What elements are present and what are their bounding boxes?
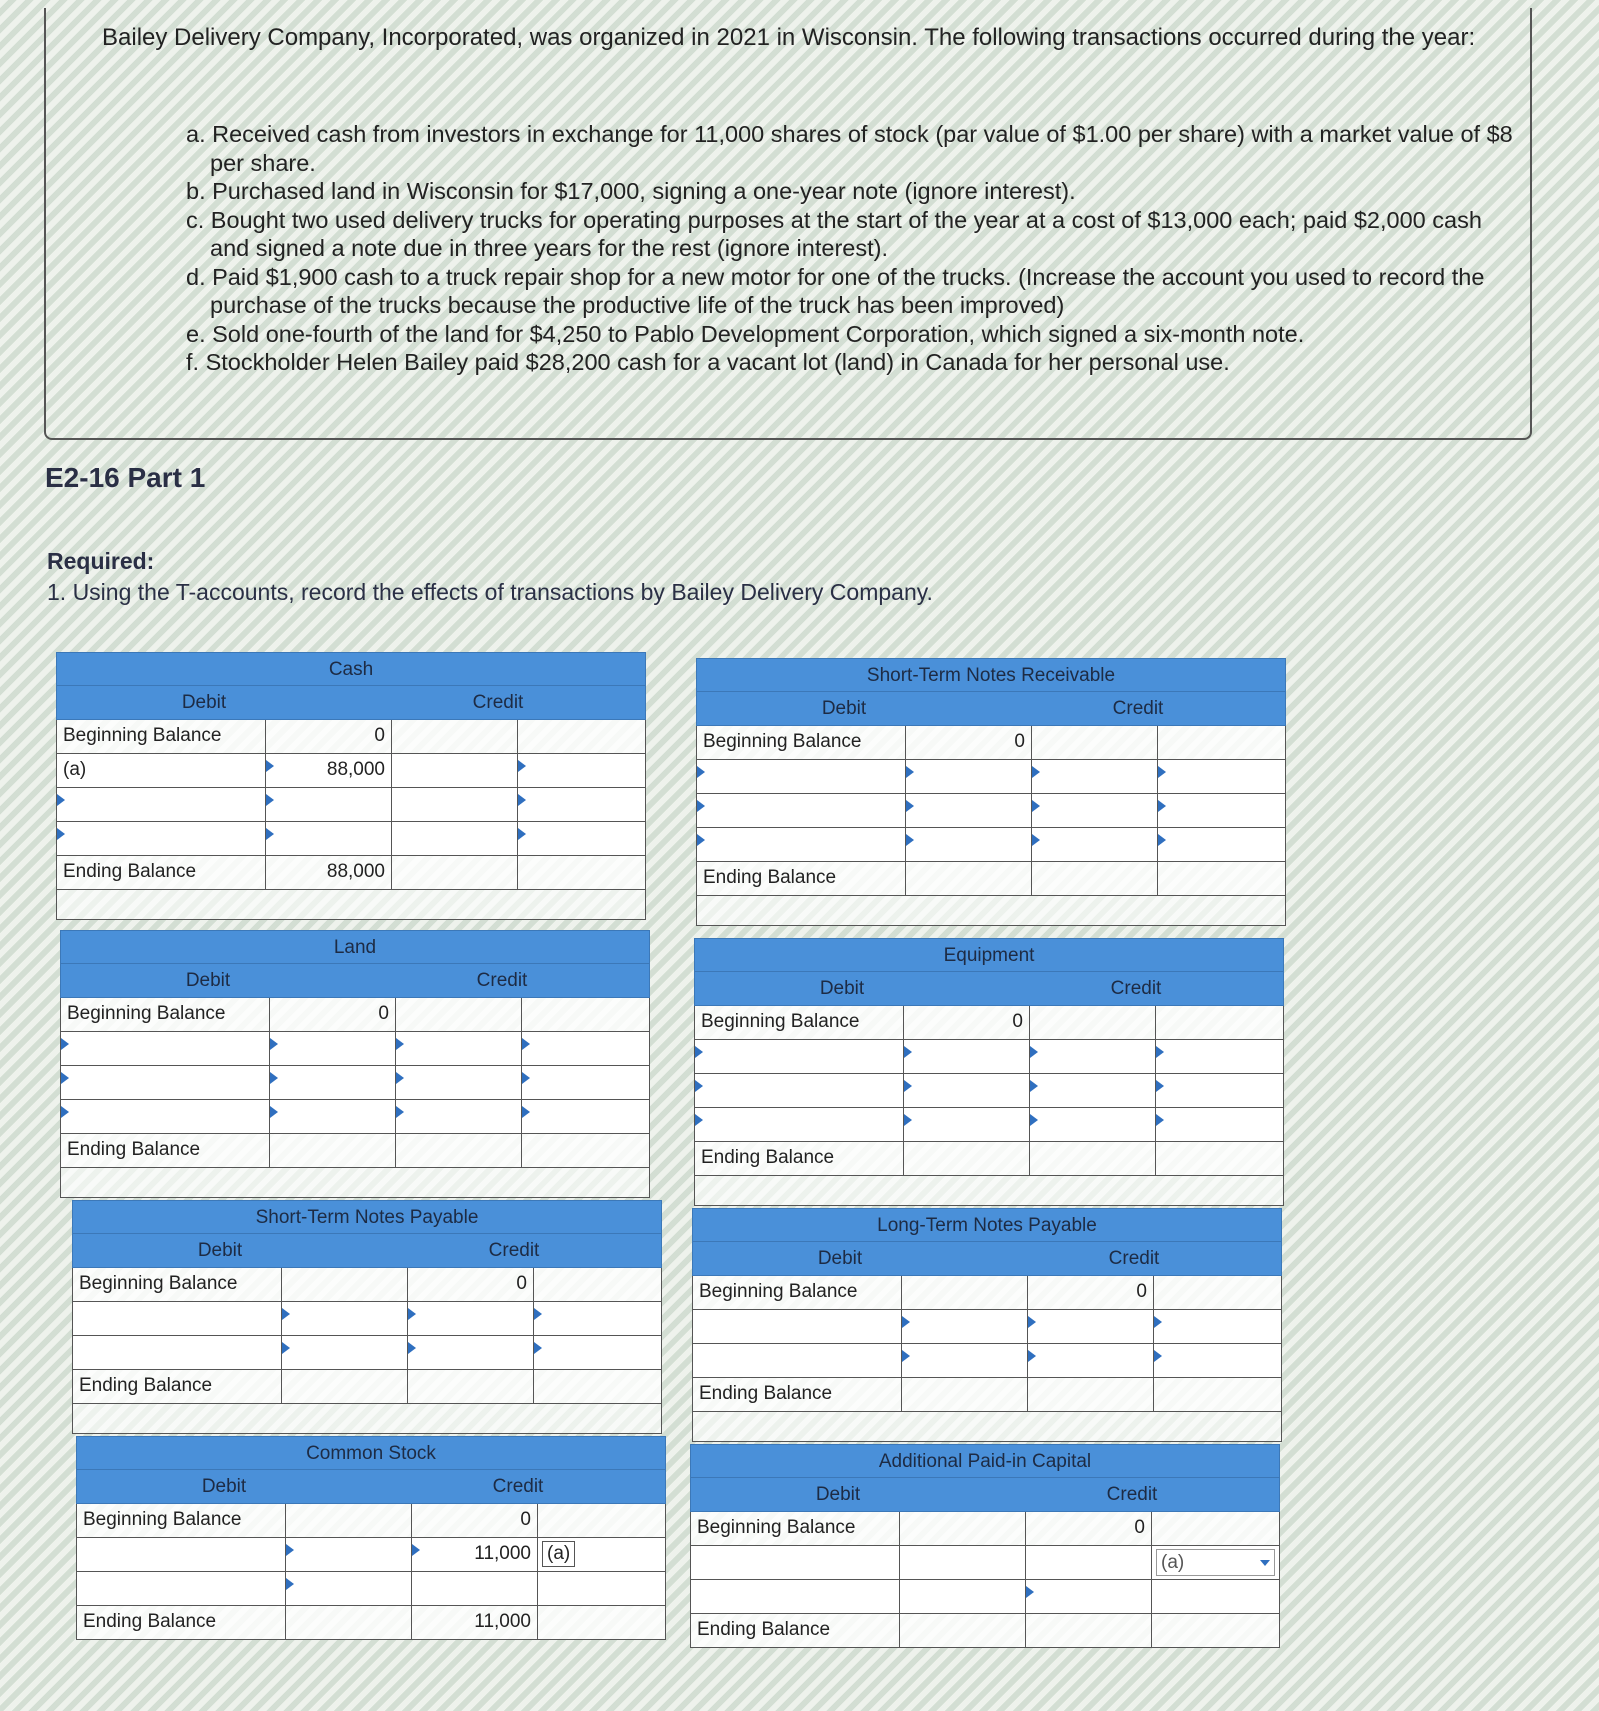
- credit-ref-value: (a): [542, 1541, 575, 1567]
- beginning-credit: 0: [412, 1504, 538, 1538]
- credit-ref-dropdown[interactable]: [1154, 1310, 1282, 1344]
- debit-header: Debit: [185, 970, 231, 991]
- credit-ref-dropdown[interactable]: [1156, 1040, 1284, 1074]
- credit-ref-dropdown[interactable]: [518, 822, 646, 856]
- t-account-title: Short-Term Notes Receivable: [696, 658, 1286, 692]
- t-account-header: [690, 1478, 1280, 1512]
- ending-spacer: [518, 856, 646, 890]
- ending-credit: [1026, 1614, 1152, 1648]
- credit-ref-dropdown[interactable]: [518, 788, 646, 822]
- t-account-header: [76, 1470, 666, 1504]
- ending-balance-label: Ending Balance: [696, 862, 906, 896]
- t-account-header: [56, 686, 646, 720]
- t-account-footer: [696, 896, 1286, 926]
- t-account-title: Equipment: [694, 938, 1284, 972]
- transaction-list: [186, 120, 1526, 377]
- ending-balance-label: Ending Balance: [76, 1606, 286, 1640]
- debit-header: Debit: [815, 1484, 861, 1505]
- debit-header: Debit: [201, 1476, 247, 1497]
- problem-box: [44, 8, 1532, 440]
- credit-amount-input[interactable]: [1032, 828, 1158, 862]
- entry-ref-dropdown[interactable]: [696, 828, 906, 862]
- credit-amount-input[interactable]: [1030, 1108, 1156, 1142]
- ending-spacer: [538, 1606, 666, 1640]
- ending-spacer: [1158, 862, 1286, 896]
- debit-amount-input[interactable]: [270, 1032, 396, 1066]
- entry-ref-dropdown[interactable]: [696, 760, 906, 794]
- beginning-balance-label: Beginning Balance: [696, 726, 906, 760]
- credit-ref-dropdown[interactable]: [522, 1066, 650, 1100]
- ending-credit: [392, 856, 518, 890]
- debit-amount-input[interactable]: [266, 822, 392, 856]
- debit-amount-input[interactable]: 88,000: [266, 754, 392, 788]
- credit-header: Credit: [472, 692, 524, 713]
- credit-amount-input[interactable]: [396, 1100, 522, 1134]
- debit-amount-input[interactable]: [286, 1538, 412, 1572]
- beginning-credit-cell: [1030, 1006, 1156, 1040]
- entry-ref-dropdown[interactable]: [690, 1546, 900, 1580]
- debit-amount-input[interactable]: [904, 1040, 1030, 1074]
- debit-amount-input[interactable]: [900, 1580, 1026, 1614]
- credit-amount-input[interactable]: [1032, 794, 1158, 828]
- t-account-footer: [72, 1404, 662, 1434]
- debit-header: Debit: [821, 698, 867, 719]
- debit-amount-input[interactable]: [904, 1074, 1030, 1108]
- debit-header: Debit: [819, 978, 865, 999]
- t-account-common-stock: [76, 1436, 666, 1640]
- ending-debit: [906, 862, 1032, 896]
- debit-amount-input[interactable]: [282, 1302, 408, 1336]
- t-account-title: Short-Term Notes Payable: [72, 1200, 662, 1234]
- credit-ref-dropdown[interactable]: [538, 1538, 666, 1572]
- required-text: 1. Using the T-accounts, record the effects of transactions by Bailey Delivery Company.: [47, 579, 933, 605]
- required-label: Required:: [47, 548, 155, 574]
- ending-balance-label: Ending Balance: [692, 1378, 902, 1412]
- t-account-header: [694, 972, 1284, 1006]
- beginning-credit-cell: [392, 720, 518, 754]
- credit-ref-dropdown[interactable]: [1154, 1344, 1282, 1378]
- t-account-header: [696, 692, 1286, 726]
- transaction-c: c. Bought two used delivery trucks for operating purposes at the start of the year at a cost of $13,000 each; paid $2,000 cash and signed a note due in three years for the rest (ignore interest).: [186, 206, 1482, 261]
- entry-ref-dropdown[interactable]: [56, 822, 266, 856]
- credit-amount-input[interactable]: [1030, 1074, 1156, 1108]
- debit-amount-input[interactable]: [906, 794, 1032, 828]
- debit-header: Debit: [181, 692, 227, 713]
- debit-header: Debit: [817, 1248, 863, 1269]
- beginning-credit-ref: [1154, 1276, 1282, 1310]
- beginning-credit-ref: [1152, 1512, 1280, 1546]
- ending-debit: [286, 1606, 412, 1640]
- entry-ref-dropdown[interactable]: [60, 1100, 270, 1134]
- t-account-header: [72, 1234, 662, 1268]
- credit-ref-dropdown[interactable]: [522, 1100, 650, 1134]
- credit-ref-dropdown[interactable]: [1158, 794, 1286, 828]
- ending-balance-label: Ending Balance: [56, 856, 266, 890]
- transaction-a: a. Received cash from investors in exchange for 11,000 shares of stock (par value of $1.00 per share) with a market value of $8 per share.: [186, 121, 1513, 176]
- t-account-title: Common Stock: [76, 1436, 666, 1470]
- debit-amount-input[interactable]: [902, 1344, 1028, 1378]
- credit-ref-select[interactable]: [1156, 1549, 1275, 1576]
- credit-header: Credit: [492, 1476, 544, 1497]
- entry-ref-dropdown[interactable]: [696, 794, 906, 828]
- ending-credit: [1028, 1378, 1154, 1412]
- beginning-credit-ref: [522, 998, 650, 1032]
- t-account-long-term-notes-payable: [692, 1208, 1282, 1442]
- t-account-land: [60, 930, 650, 1198]
- ending-balance-label: Ending Balance: [690, 1614, 900, 1648]
- ending-debit: [282, 1370, 408, 1404]
- transaction-d: d. Paid $1,900 cash to a truck repair shop for a new motor for one of the trucks. (Increase the account you used to record the purchase of the trucks because the productive life of the truck has been improved): [186, 263, 1485, 318]
- credit-amount-input[interactable]: [1030, 1040, 1156, 1074]
- debit-amount-input[interactable]: [270, 1066, 396, 1100]
- debit-amount-input[interactable]: [286, 1572, 412, 1606]
- t-account-additional-paid-in-capital: [690, 1444, 1280, 1648]
- beginning-debit: 0: [266, 720, 392, 754]
- entry-ref-dropdown[interactable]: [72, 1336, 282, 1370]
- t-account-cash: [56, 652, 646, 920]
- entry-ref-dropdown[interactable]: [76, 1538, 286, 1572]
- ending-debit: [904, 1142, 1030, 1176]
- credit-amount-input[interactable]: [392, 754, 518, 788]
- debit-amount-input[interactable]: [906, 828, 1032, 862]
- beginning-credit-ref: [534, 1268, 662, 1302]
- ending-credit: [408, 1370, 534, 1404]
- credit-amount-input[interactable]: [392, 822, 518, 856]
- credit-header: Credit: [1106, 1484, 1158, 1505]
- ending-balance-label: Ending Balance: [72, 1370, 282, 1404]
- entry-ref-dropdown[interactable]: [694, 1040, 904, 1074]
- credit-amount-input[interactable]: [1026, 1580, 1152, 1614]
- ending-spacer: [1152, 1614, 1280, 1648]
- beginning-credit: 0: [408, 1268, 534, 1302]
- beginning-balance-label: Beginning Balance: [692, 1276, 902, 1310]
- credit-ref-dropdown[interactable]: [538, 1572, 666, 1606]
- beginning-credit-cell: [1032, 726, 1158, 760]
- t-account-header: [60, 964, 650, 998]
- credit-ref-dropdown[interactable]: [534, 1302, 662, 1336]
- beginning-credit: 0: [1026, 1512, 1152, 1546]
- beginning-credit-ref: [1158, 726, 1286, 760]
- beginning-credit-ref: [538, 1504, 666, 1538]
- credit-amount-input[interactable]: [408, 1336, 534, 1370]
- entry-ref-dropdown[interactable]: [60, 1066, 270, 1100]
- beginning-credit: 0: [1028, 1276, 1154, 1310]
- t-account-title: Cash: [56, 652, 646, 686]
- t-account-title: Long-Term Notes Payable: [692, 1208, 1282, 1242]
- ending-spacer: [1156, 1142, 1284, 1176]
- ending-credit: 11,000: [412, 1606, 538, 1640]
- t-account-equipment: [694, 938, 1284, 1206]
- beginning-balance-label: Beginning Balance: [690, 1512, 900, 1546]
- credit-ref-dropdown[interactable]: [1152, 1546, 1280, 1580]
- entry-ref-dropdown[interactable]: [690, 1580, 900, 1614]
- beginning-debit: [282, 1268, 408, 1302]
- t-account-footer: [692, 1412, 1282, 1442]
- t-account-title: Land: [60, 930, 650, 964]
- credit-amount-input[interactable]: [1032, 760, 1158, 794]
- debit-amount-input[interactable]: [270, 1100, 396, 1134]
- debit-amount-input[interactable]: [906, 760, 1032, 794]
- credit-amount-input[interactable]: 11,000: [412, 1538, 538, 1572]
- credit-header: Credit: [1110, 978, 1162, 999]
- debit-amount-input[interactable]: [902, 1310, 1028, 1344]
- credit-amount-input[interactable]: [412, 1572, 538, 1606]
- ending-credit: [1030, 1142, 1156, 1176]
- beginning-debit: 0: [904, 1006, 1030, 1040]
- ending-debit: 88,000: [266, 856, 392, 890]
- beginning-balance-label: Beginning Balance: [72, 1268, 282, 1302]
- credit-ref-dropdown[interactable]: [534, 1336, 662, 1370]
- credit-amount-input[interactable]: [1028, 1344, 1154, 1378]
- chevron-down-icon: [1260, 1560, 1270, 1566]
- credit-amount-input[interactable]: [1028, 1310, 1154, 1344]
- entry-ref-dropdown[interactable]: [60, 1032, 270, 1066]
- t-account-footer: [60, 1168, 650, 1198]
- debit-header: Debit: [197, 1240, 243, 1261]
- part-title: E2-16 Part 1: [45, 462, 206, 493]
- entry-ref-dropdown[interactable]: [692, 1344, 902, 1378]
- credit-amount-input[interactable]: [408, 1302, 534, 1336]
- ending-debit: [902, 1378, 1028, 1412]
- transaction-e: e. Sold one-fourth of the land for $4,250 to Pablo Development Corporation, which signed a six-month note.: [186, 320, 1305, 347]
- credit-amount-input[interactable]: [1026, 1546, 1152, 1580]
- debit-amount-input[interactable]: [904, 1108, 1030, 1142]
- credit-header: Credit: [488, 1240, 540, 1261]
- credit-ref-dropdown[interactable]: [1156, 1074, 1284, 1108]
- debit-amount-input[interactable]: [900, 1546, 1026, 1580]
- beginning-credit-ref: [1156, 1006, 1284, 1040]
- beginning-credit-ref: [518, 720, 646, 754]
- beginning-balance-label: Beginning Balance: [60, 998, 270, 1032]
- credit-amount-input[interactable]: [396, 1032, 522, 1066]
- ending-spacer: [534, 1370, 662, 1404]
- ending-balance-label: Ending Balance: [694, 1142, 904, 1176]
- t-account-footer: [56, 890, 646, 920]
- beginning-debit: 0: [906, 726, 1032, 760]
- t-account-header: [692, 1242, 1282, 1276]
- ending-credit: [396, 1134, 522, 1168]
- credit-ref-dropdown[interactable]: [1152, 1580, 1280, 1614]
- credit-amount-input[interactable]: [392, 788, 518, 822]
- beginning-debit: [902, 1276, 1028, 1310]
- credit-header: Credit: [476, 970, 528, 991]
- problem-intro: Bailey Delivery Company, Incorporated, was organized in 2021 in Wisconsin. The following transactions occurred during the year:: [102, 24, 1476, 51]
- beginning-balance-label: Beginning Balance: [694, 1006, 904, 1040]
- ending-credit: [1032, 862, 1158, 896]
- entry-ref-dropdown[interactable]: (a): [56, 754, 266, 788]
- t-account-short-term-notes-payable: [72, 1200, 662, 1434]
- debit-amount-input[interactable]: [282, 1336, 408, 1370]
- beginning-balance-label: Beginning Balance: [76, 1504, 286, 1538]
- beginning-debit: [900, 1512, 1026, 1546]
- ending-spacer: [522, 1134, 650, 1168]
- entry-ref-dropdown[interactable]: [56, 788, 266, 822]
- transaction-f: f. Stockholder Helen Bailey paid $28,200 cash for a vacant lot (land) in Canada for her personal use.: [186, 349, 1230, 375]
- credit-ref-dropdown[interactable]: [1158, 828, 1286, 862]
- t-account-short-term-notes-receivable: [696, 658, 1286, 926]
- credit-ref-select-value: (a): [1161, 1552, 1185, 1573]
- entry-ref-dropdown[interactable]: [72, 1302, 282, 1336]
- entry-ref-dropdown[interactable]: [694, 1108, 904, 1142]
- beginning-balance-label: Beginning Balance: [56, 720, 266, 754]
- entry-ref-dropdown[interactable]: [76, 1572, 286, 1606]
- credit-ref-dropdown[interactable]: [518, 754, 646, 788]
- debit-amount-input[interactable]: [266, 788, 392, 822]
- t-account-title: Additional Paid-in Capital: [690, 1444, 1280, 1478]
- beginning-credit-cell: [396, 998, 522, 1032]
- beginning-debit: 0: [270, 998, 396, 1032]
- credit-ref-dropdown[interactable]: [1156, 1108, 1284, 1142]
- credit-amount-input[interactable]: [396, 1066, 522, 1100]
- credit-header: Credit: [1112, 698, 1164, 719]
- t-account-footer: [694, 1176, 1284, 1206]
- credit-ref-dropdown[interactable]: [1158, 760, 1286, 794]
- ending-spacer: [1154, 1378, 1282, 1412]
- ending-debit: [900, 1614, 1026, 1648]
- credit-ref-dropdown[interactable]: [522, 1032, 650, 1066]
- ending-debit: [270, 1134, 396, 1168]
- transaction-b: b. Purchased land in Wisconsin for $17,000, signing a one-year note (ignore interest).: [186, 178, 1076, 204]
- entry-ref-dropdown[interactable]: [694, 1074, 904, 1108]
- credit-header: Credit: [1108, 1248, 1160, 1269]
- ending-balance-label: Ending Balance: [60, 1134, 270, 1168]
- beginning-debit: [286, 1504, 412, 1538]
- entry-ref-dropdown[interactable]: [692, 1310, 902, 1344]
